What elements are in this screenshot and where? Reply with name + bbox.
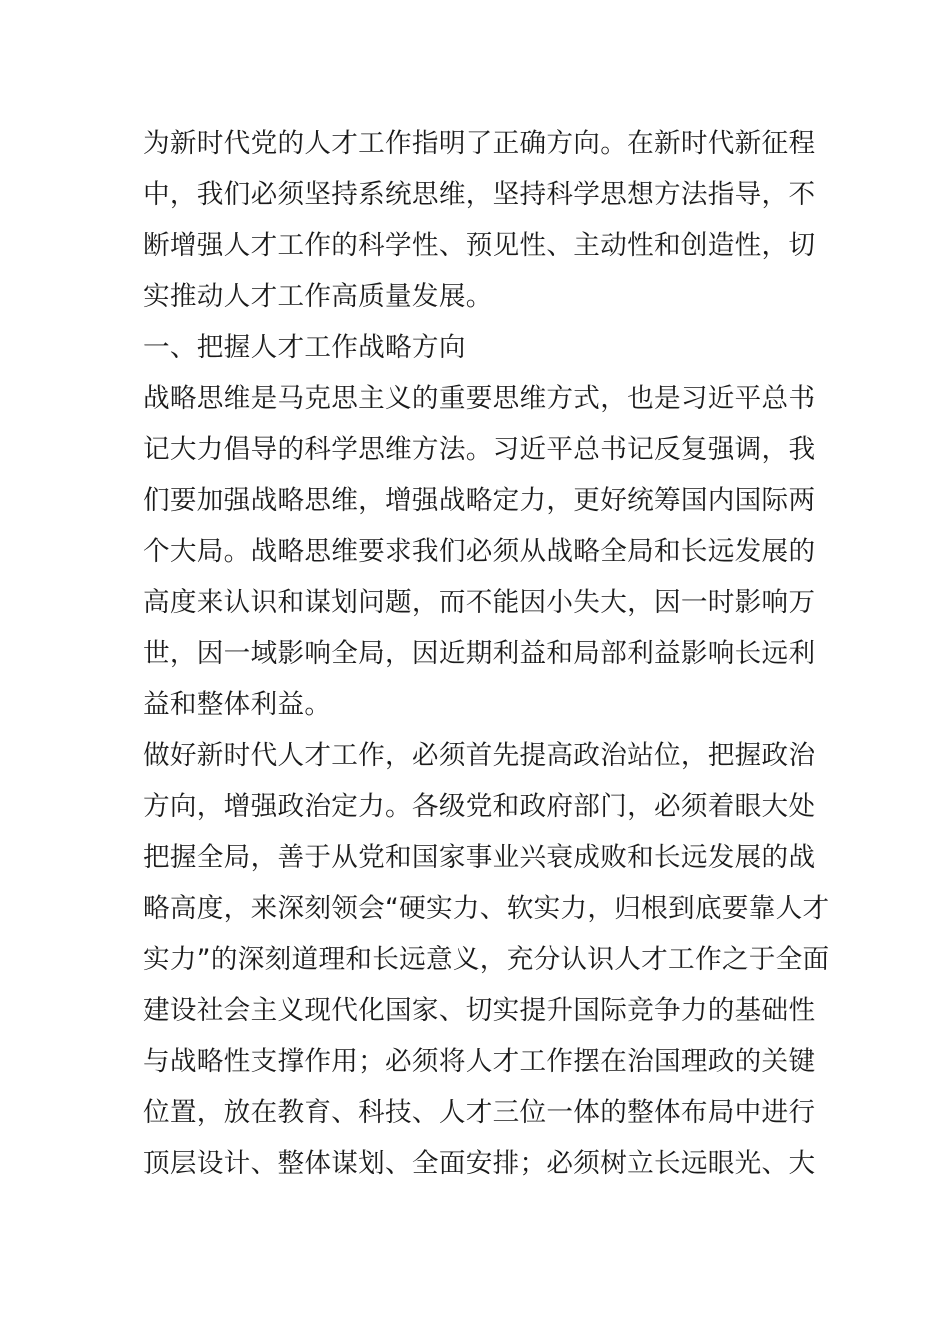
text-line: 实推动人才工作高质量发展。 [143,281,493,312]
text-line: 方向，增强政治定力。各级党和政府部门，必须着眼大处 [143,791,816,822]
text-line: 顶层设计、整体谋划、全面安排；必须树立长远眼光、大 [143,1148,816,1179]
text-line: 记大力倡导的科学思维方法。习近平总书记反复强调，我 [143,434,816,465]
text-line: 世，因一域影响全局，因近期利益和局部利益影响长远利 [143,638,816,669]
paragraph-talent [143,730,830,1189]
text-line: 们要加强战略思维，增强战略定力，更好统筹国内国际两 [143,485,816,516]
paragraph-strategy [143,373,816,730]
paragraph-intro [143,118,816,322]
text-line: 益和整体利益。 [143,689,332,720]
text-line: 建设社会主义现代化国家、切实提升国际竞争力的基础性 [143,995,816,1026]
text-line: 把握全局，善于从党和国家事业兴衰成败和长远发展的战 [143,842,816,873]
text-line: 为新时代党的人才工作指明了正确方向。在新时代新征程 [143,128,816,159]
document-body [143,118,830,1189]
text-line: 与战略性支撑作用；必须将人才工作摆在治国理政的关键 [143,1046,816,1077]
text-line: 战略思维是马克思主义的重要思维方式，也是习近平总书 [143,383,816,414]
text-line: 个大局。战略思维要求我们必须从战略全局和长远发展的 [143,536,816,567]
text-line: 高度来认识和谋划问题，而不能因小失大，因一时影响万 [143,587,816,618]
text-line: 断增强人才工作的科学性、预见性、主动性和创造性，切 [143,230,816,261]
text-line: 中，我们必须坚持系统思维，坚持科学思想方法指导，不 [143,179,816,210]
text-line: 位置，放在教育、科技、人才三位一体的整体布局中进行 [143,1097,816,1128]
text-line: 略高度，来深刻领会“硬实力、软实力，归根到底要靠人才 [143,893,830,924]
text-line: 实力”的深刻道理和长远意义，充分认识人才工作之于全面 [143,944,830,975]
section-heading: 一、把握人才工作战略方向 [143,332,466,363]
text-line: 做好新时代人才工作，必须首先提高政治站位，把握政治 [143,740,816,771]
